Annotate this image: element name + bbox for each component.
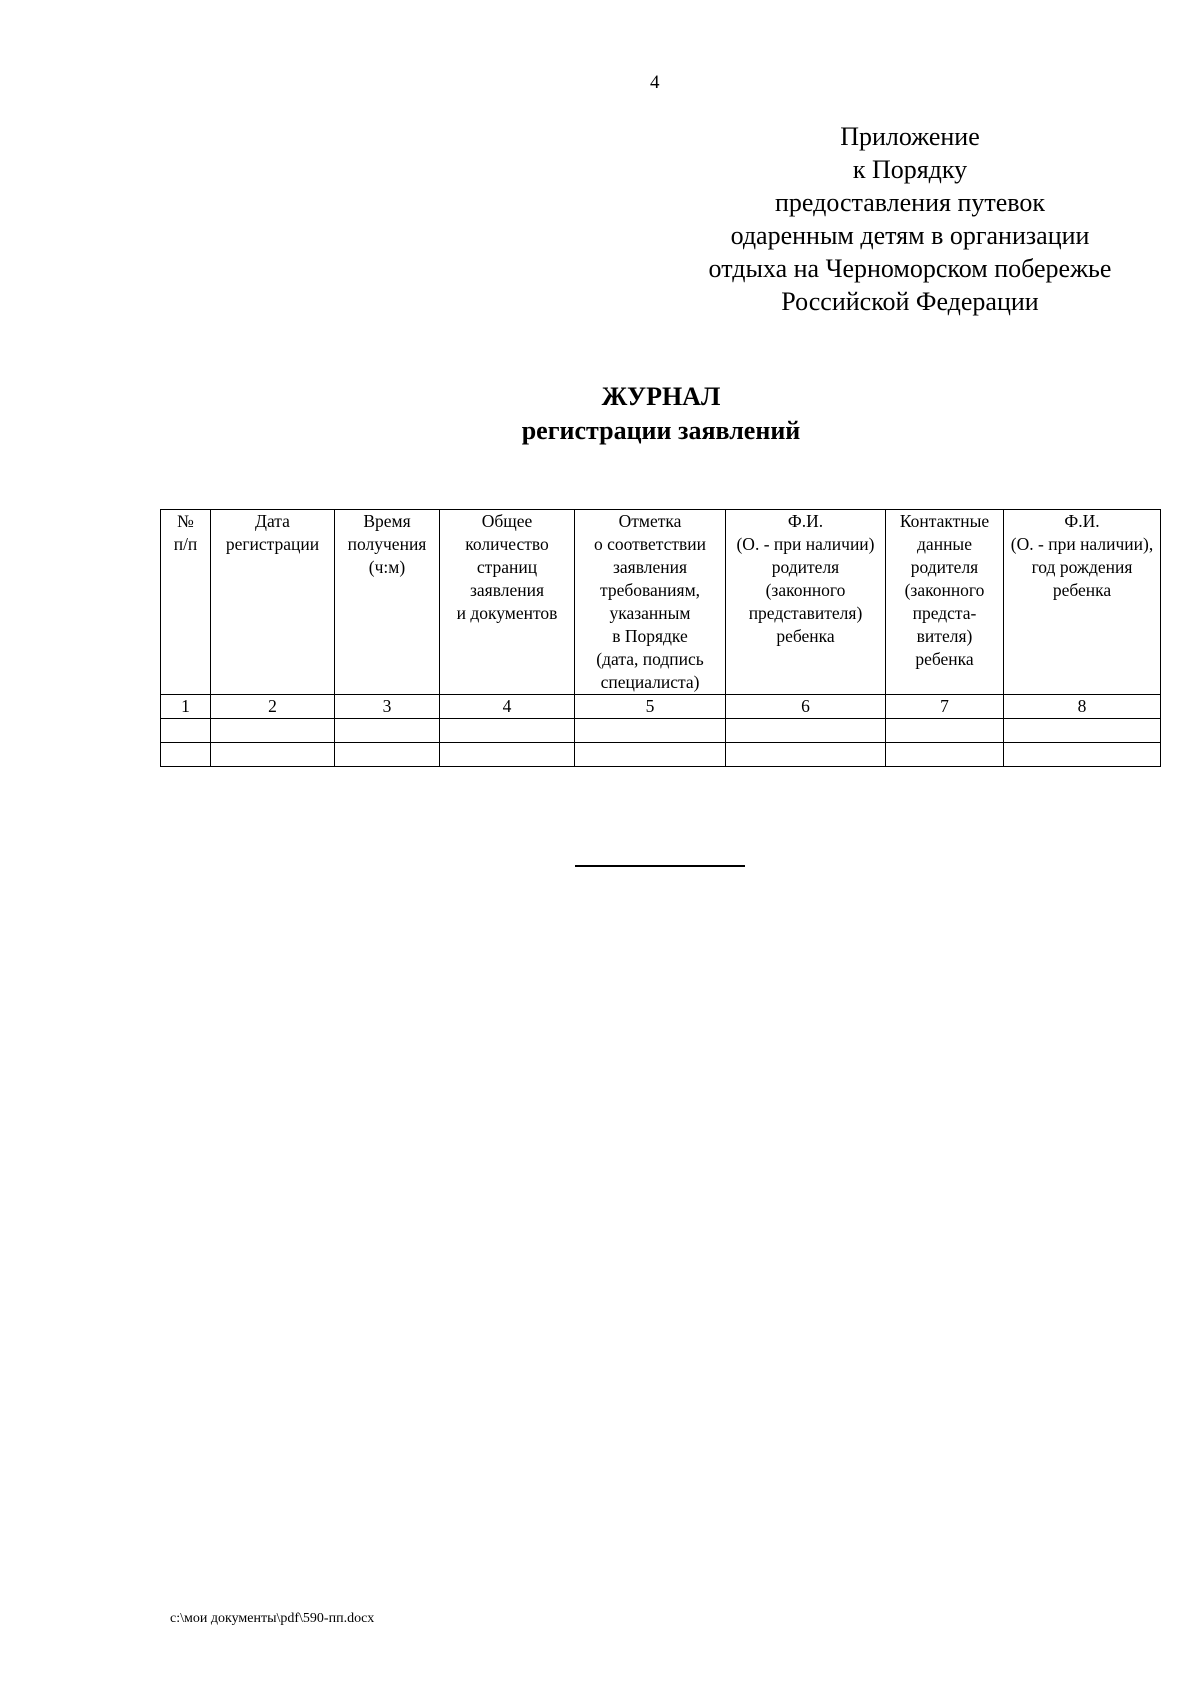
appendix-block [660,120,1160,318]
empty-cell [211,719,335,743]
empty-cell [335,743,440,767]
header-cell-registration-date: Дата регистрации [211,510,335,695]
header-cell-number: № п/п [161,510,211,695]
header-cell-parent-contacts: Контактные данные родителя (законного предста- вителя) ребенка [886,510,1004,695]
column-number: 3 [335,695,440,719]
empty-cell [886,719,1004,743]
appendix-line: Приложение [840,122,980,151]
appendix-line: Российской Федерации [781,287,1039,316]
appendix-line: отдыха на Черноморском побережье [708,254,1112,283]
empty-cell [211,743,335,767]
end-of-document-line [575,865,745,867]
empty-cell [726,743,886,767]
column-number: 8 [1004,695,1161,719]
appendix-line: одаренным детям в организации [730,221,1090,250]
footer-file-path: c:\мои документы\pdf\590-пп.docx [170,1611,375,1626]
empty-cell [161,743,211,767]
empty-cell [886,743,1004,767]
table-header-row [161,510,1161,695]
page-number: 4 [650,72,660,93]
empty-cell [575,743,726,767]
column-number: 1 [161,695,211,719]
empty-cell [335,719,440,743]
column-number-row [161,695,1161,719]
empty-cell [161,719,211,743]
column-number: 5 [575,695,726,719]
column-number: 2 [211,695,335,719]
empty-cell [1004,743,1161,767]
document-subtitle: регистрации заявлений [521,416,801,445]
table-row [161,719,1161,743]
column-number: 7 [886,695,1004,719]
column-number: 4 [440,695,575,719]
appendix-line: к Порядку [852,155,968,184]
registration-journal-table [160,509,1161,767]
empty-cell [575,719,726,743]
empty-cell [440,743,575,767]
header-cell-page-count: Общее количество страниц заявления и документов [440,510,575,695]
header-cell-receipt-time: Время получения (ч:м) [335,510,440,695]
empty-cell [440,719,575,743]
empty-cell [1004,719,1161,743]
column-number: 6 [726,695,886,719]
table-row [161,743,1161,767]
header-cell-compliance-mark: Отметка о соответствии заявления требованиям, указанным в Порядке (дата, подпись специалиста) [575,510,726,695]
header-cell-parent-name: Ф.И. (О. - при наличии) родителя (законного представителя) ребенка [726,510,886,695]
header-cell-child-name: Ф.И. (О. - при наличии), год рождения ребенка [1004,510,1161,695]
empty-cell [726,719,886,743]
document-title: ЖУРНАЛ [601,382,721,411]
appendix-line: предоставления путевок [774,188,1046,217]
